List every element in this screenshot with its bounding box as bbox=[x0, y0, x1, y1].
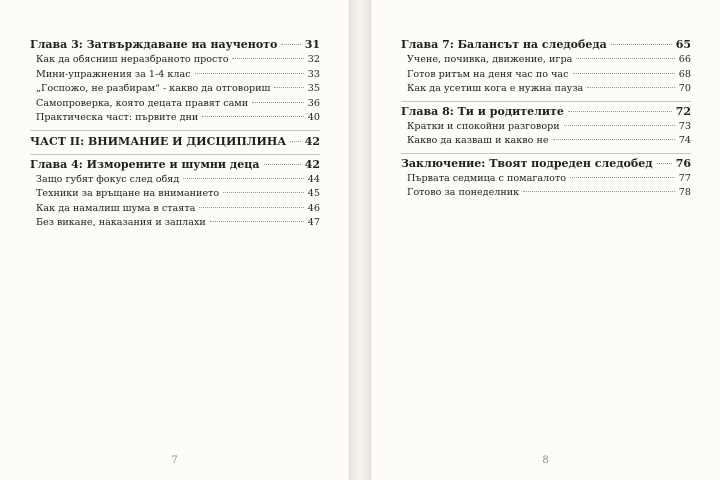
toc-entry-title: Кратки и спокойни разговори bbox=[407, 120, 560, 132]
toc-entry-title: ЧАСТ II: ВНИМАНИЕ И ДИСЦИПЛИНА bbox=[30, 134, 287, 148]
toc-entry-page-number: 68 bbox=[678, 68, 691, 80]
dot-leader bbox=[553, 139, 675, 140]
left-page bbox=[0, 0, 350, 480]
toc-entry-part[interactable] bbox=[30, 135, 320, 151]
dot-leader bbox=[564, 125, 675, 126]
toc-entry-sub[interactable] bbox=[30, 69, 320, 84]
dot-leader bbox=[264, 164, 301, 165]
toc-entry-sub[interactable] bbox=[401, 69, 691, 84]
toc-entry-title: Практическа част: първите дни bbox=[36, 112, 199, 123]
toc-entry-page-number: 46 bbox=[307, 202, 320, 214]
page-number: 7 bbox=[171, 455, 178, 466]
dot-leader bbox=[587, 87, 675, 88]
toc-entry-sub[interactable] bbox=[30, 98, 320, 113]
page-number: 8 bbox=[542, 455, 549, 466]
toc-entry-sub[interactable] bbox=[401, 54, 691, 69]
toc-entry-page-number: 72 bbox=[675, 104, 691, 118]
book-gutter bbox=[350, 0, 370, 480]
toc-entry-page-number: 32 bbox=[307, 54, 320, 65]
toc-entry-page-number: 73 bbox=[678, 120, 691, 132]
toc-entry-page-number: 33 bbox=[307, 68, 320, 80]
dot-leader bbox=[195, 73, 304, 74]
dot-leader bbox=[523, 191, 675, 192]
toc-entry-page-number: 31 bbox=[304, 38, 320, 51]
toc-entry-title: Техники за връщане на вниманието bbox=[36, 188, 220, 199]
toc-entry-title: Как да намалиш шума в стаята bbox=[36, 202, 196, 214]
toc-entry-page-number: 40 bbox=[307, 112, 320, 123]
dot-leader bbox=[223, 192, 304, 193]
right-page bbox=[370, 0, 720, 480]
dot-leader bbox=[568, 111, 672, 112]
toc-entry-title: Учене, почивка, движение, игра bbox=[407, 54, 573, 65]
dot-leader bbox=[199, 207, 303, 208]
table-of-contents-right bbox=[401, 36, 691, 202]
dot-leader bbox=[576, 58, 674, 59]
toc-entry-title: Глава 4: Изморените и шумни деца bbox=[30, 157, 260, 171]
toc-entry-title: Мини-упражнения за 1-4 клас bbox=[36, 68, 191, 80]
dot-leader bbox=[611, 44, 672, 45]
dot-leader bbox=[183, 178, 304, 179]
toc-entry-sub[interactable] bbox=[401, 83, 691, 98]
section-divider bbox=[30, 154, 320, 155]
toc-entry-page-number: 36 bbox=[307, 97, 320, 109]
dot-leader bbox=[570, 177, 675, 178]
toc-entry-title: „Госпожо, не разбирам“ - какво да отговориш bbox=[36, 83, 271, 94]
toc-entry-sub[interactable] bbox=[30, 83, 320, 98]
toc-entry-sub[interactable] bbox=[30, 112, 320, 127]
table-of-contents-left bbox=[30, 36, 320, 232]
toc-entry-title: Първата седмица с помагалото bbox=[407, 172, 567, 184]
toc-entry-page-number: 70 bbox=[678, 83, 691, 94]
toc-entry-sub[interactable] bbox=[30, 188, 320, 203]
toc-entry-title: Без викане, наказания и заплахи bbox=[36, 217, 206, 228]
toc-entry-page-number: 74 bbox=[678, 135, 691, 146]
toc-entry-page-number: 47 bbox=[307, 217, 320, 228]
section-divider bbox=[401, 153, 691, 154]
section-divider bbox=[30, 130, 320, 131]
toc-entry-sub[interactable] bbox=[30, 217, 320, 232]
toc-entry-chapter[interactable] bbox=[30, 38, 320, 54]
dot-leader bbox=[290, 141, 300, 142]
toc-entry-title: Как да усетиш кога е нужна пауза bbox=[407, 83, 584, 94]
section-divider bbox=[401, 101, 691, 102]
dot-leader bbox=[210, 221, 304, 222]
dot-leader bbox=[252, 102, 304, 103]
toc-entry-title: Защо губят фокус след обяд bbox=[36, 173, 180, 185]
toc-entry-title: Как да обясниш неразбраното просто bbox=[36, 54, 229, 65]
toc-entry-page-number: 35 bbox=[307, 83, 320, 94]
dot-leader bbox=[202, 116, 304, 117]
toc-entry-page-number: 76 bbox=[675, 156, 691, 170]
toc-entry-sub[interactable] bbox=[401, 135, 691, 150]
toc-entry-sub[interactable] bbox=[30, 54, 320, 69]
toc-entry-title: Готов ритъм на деня час по час bbox=[407, 68, 569, 80]
toc-entry-page-number: 44 bbox=[307, 173, 320, 185]
toc-entry-sub[interactable] bbox=[30, 203, 320, 218]
toc-entry-chapter[interactable] bbox=[401, 38, 691, 54]
toc-entry-title: Какво да казваш и какво не bbox=[407, 135, 549, 146]
toc-entry-chapter[interactable] bbox=[30, 158, 320, 174]
toc-entry-page-number: 77 bbox=[678, 172, 691, 184]
toc-entry-title: Глава 7: Балансът на следобеда bbox=[401, 38, 607, 51]
toc-entry-title: Заключение: Твоят подреден следобед bbox=[401, 156, 653, 170]
toc-entry-page-number: 45 bbox=[307, 188, 320, 199]
toc-entry-title: Самопроверка, която децата правят сами bbox=[36, 97, 249, 109]
toc-entry-chapter[interactable] bbox=[401, 105, 691, 121]
toc-entry-sub[interactable] bbox=[401, 187, 691, 202]
dot-leader bbox=[573, 73, 675, 74]
dot-leader bbox=[657, 163, 672, 164]
toc-entry-page-number: 78 bbox=[678, 187, 691, 198]
toc-entry-sub[interactable] bbox=[401, 121, 691, 136]
toc-entry-sub[interactable] bbox=[30, 174, 320, 189]
dot-leader bbox=[232, 58, 303, 59]
toc-entry-sub[interactable] bbox=[401, 173, 691, 188]
toc-entry-title: Готово за понеделник bbox=[407, 187, 520, 198]
dot-leader bbox=[281, 44, 300, 45]
toc-entry-page-number: 42 bbox=[304, 157, 320, 171]
toc-entry-title: Глава 3: Затвърждаване на наученото bbox=[30, 38, 278, 51]
toc-entry-page-number: 42 bbox=[304, 134, 320, 148]
toc-entry-page-number: 65 bbox=[675, 38, 691, 51]
toc-entry-chapter[interactable] bbox=[401, 157, 691, 173]
toc-entry-page-number: 66 bbox=[678, 54, 691, 65]
dot-leader bbox=[274, 87, 303, 88]
toc-entry-title: Глава 8: Ти и родителите bbox=[401, 104, 564, 118]
